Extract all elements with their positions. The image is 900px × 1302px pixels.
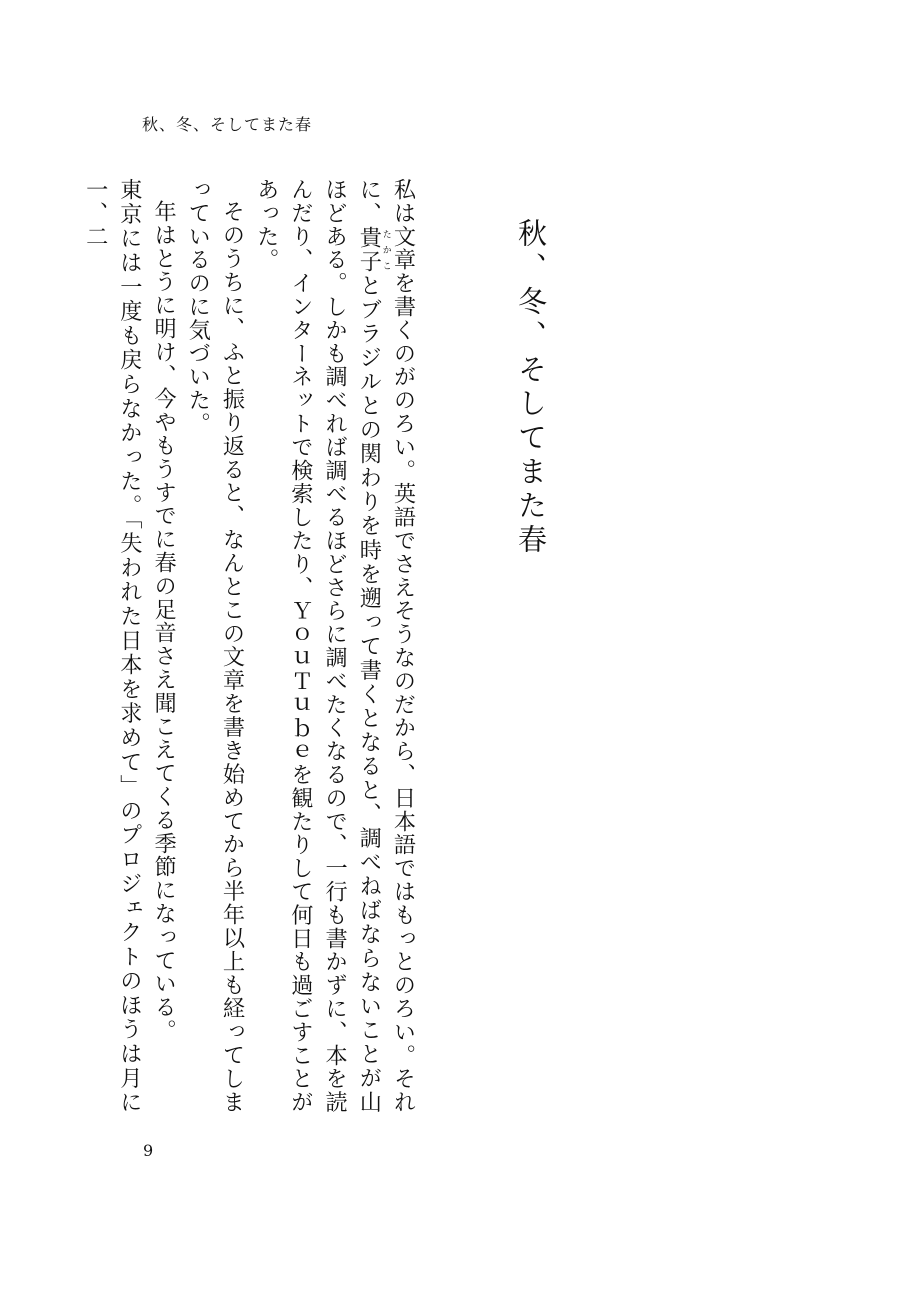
paragraph-4: 東京には一度も戻らなかった。「失われた日本を求めて」のプロジェクトのほうは月に一、二 <box>82 178 143 1114</box>
ruby-base: 貴子 <box>355 226 382 275</box>
running-header: 秋、冬、そしてまた春 <box>142 115 313 134</box>
paragraph-1-before: 私は文章を書くのがのろい。英語でさえそうなのだから、日本語ではもっとのろい。それに、 <box>355 178 416 1114</box>
ruby-reading: たかこ <box>380 226 391 274</box>
paragraph-3: 年はとうに明け、今やもうすでに春の足音さえ聞こえてくる季節になっている。 <box>150 200 177 1043</box>
chapter-title: 秋、冬、そしてまた春 <box>514 218 548 558</box>
paragraph-2: そのうちに、ふと振り返ると、なんとこの文章を書き始めてから半年以上も経ってしまっているのに気づいた。 <box>184 178 245 1114</box>
page-number: 9 <box>143 1141 154 1160</box>
ruby-takako <box>355 226 391 275</box>
paragraph-1-after: とブラジルとの関わりを時を遡って書くとなると、調べねばならないことが山ほどある。しかも調べれば調べるほどさらに調べたくなるので、一行も書かずに、本を読んだり、インターネットで検索したり、ＹｏｕＴｕｂｅを観たりして何日も過ごすことがあった。 <box>253 178 382 1114</box>
paragraph-1 <box>249 178 420 1114</box>
body-text <box>82 178 420 1114</box>
